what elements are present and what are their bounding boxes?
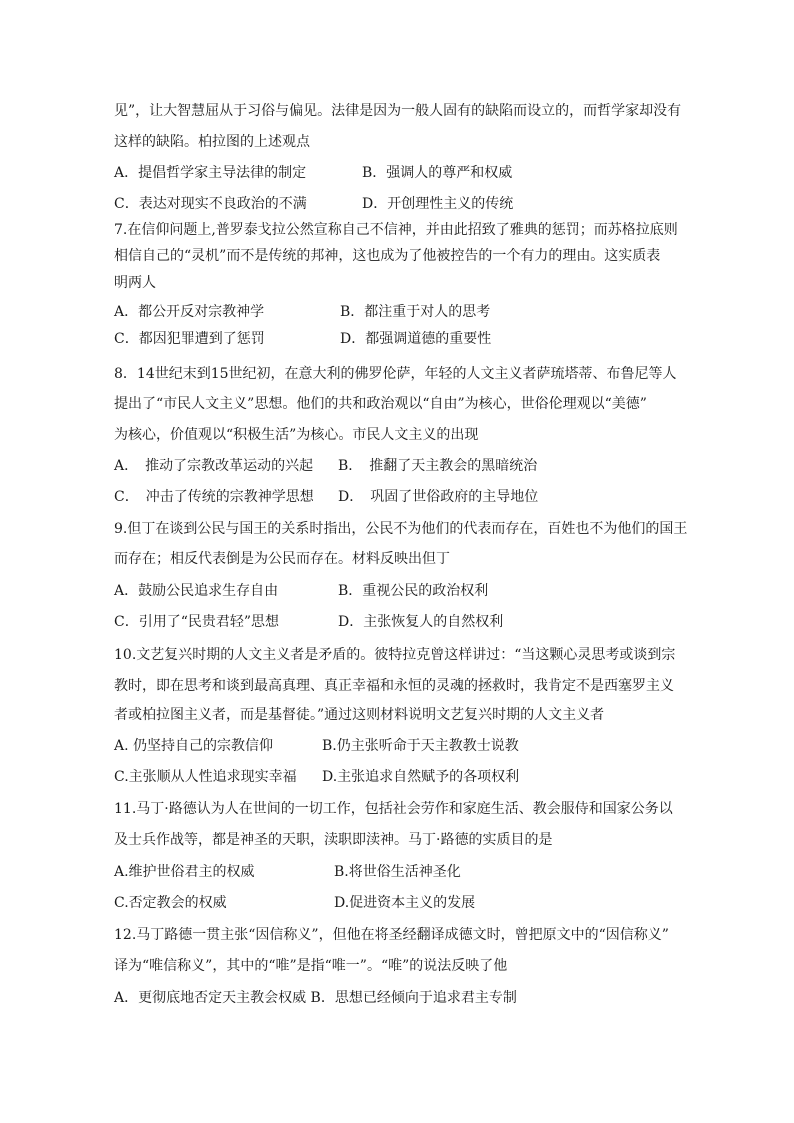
text-line: 而存在；相反代表倒是为公民而存在。材料反映出但丁 — [114, 551, 450, 567]
question-11-text: 11.马丁·路德认为人在世间的一切工作，包括社会劳作和家庭生活、教会服侍和国家公务以 — [114, 801, 673, 817]
question-12-text: 12.马丁路德一贯主张“因信称义”，但他在将圣经翻译成德文时，曾把原文中的“因信称义” — [114, 927, 669, 943]
text-line: 相信自己的“灵机”而不是传统的邦神，这也成为了他被控告的一个有力的理由。这实质表 — [114, 248, 661, 264]
option-b: B.将世俗生活神圣化 — [334, 864, 461, 880]
question-8-text: 8．14世纪末到15世纪初，在意大利的佛罗伦萨，年轻的人文主义者萨琉塔蒂、布鲁尼等人 — [114, 366, 677, 382]
option-b: B．都注重于对人的思考 — [340, 304, 491, 320]
option-d: D．主张恢复人的自然权利 — [338, 614, 504, 630]
option-c: C．都因犯罪遭到了惩罚 — [114, 331, 265, 347]
option-d: D.主张追求自然赋予的各项权利 — [322, 769, 520, 785]
option-b: B． 推翻了天主教会的黑暗统治 — [338, 458, 538, 474]
option-d: D．开创理性主义的传统 — [362, 196, 514, 212]
option-d: D.促进资本主义的发展 — [334, 895, 476, 911]
option-a: A． 推动了宗教改革运动的兴起 — [114, 458, 314, 474]
option-b: B．强调人的尊严和权威 — [362, 165, 513, 181]
text-line: 提出了“市民人文主义”思想。他们的共和政治观以“自由”为核心，世俗伦理观以“美德” — [114, 396, 647, 412]
text-line: 为核心，价值观以“积极生活”为核心。市民人文主义的出现 — [114, 427, 479, 443]
option-d: D． 巩固了世俗政府的主导地位 — [338, 489, 539, 505]
text-line: 者或柏拉图主义者，而是基督徒。”通过这则材料说明文艺复兴时期的人文主义者 — [114, 707, 605, 723]
text-line: 这样的缺陷。柏拉图的上述观点 — [114, 134, 310, 150]
option-c: C.否定教会的权威 — [114, 895, 227, 911]
text-line: 教时，即在思考和谈到最高真理、真正幸福和永恒的灵魂的拯救时，我肯定不是西塞罗主义 — [114, 678, 674, 694]
text-line: 明两人 — [114, 275, 156, 291]
option-b: B．重视公民的政治权利 — [338, 583, 489, 599]
option-ab: A．更彻底地否定天主教会权威 B．思想已经倾向于追求君主专制 — [114, 990, 517, 1006]
option-a: A. 仍坚持自己的宗教信仰 — [114, 738, 274, 754]
option-c: C.主张顺从人性追求现实幸福 — [114, 769, 297, 785]
option-c: C．引用了“民贵君轻”思想 — [114, 614, 280, 630]
option-c: C． 冲击了传统的宗教神学思想 — [114, 489, 314, 505]
option-b: B.仍主张听命于天主教教士说教 — [322, 738, 519, 754]
text-line: 译为“唯信称义”，其中的“唯”是指“唯一”。“唯”的说法反映了他 — [114, 958, 508, 974]
question-9-text: 9.但丁在谈到公民与国王的关系时指出，公民不为他们的代表而存在，百姓也不为他们的国王 — [114, 521, 688, 537]
option-d: D．都强调道德的重要性 — [340, 331, 492, 347]
text-line: 及士兵作战等，都是神圣的天职，渎职即渎神。马丁·路德的实质目的是 — [114, 832, 553, 848]
option-a: A.维护世俗君主的权威 — [114, 864, 255, 880]
text-line: 见”，让大智慧屈从于习俗与偏见。法律是因为一般人固有的缺陷而设立的，而哲学家却没有 — [114, 103, 682, 119]
question-7-text: 7.在信仰问题上,普罗泰戈拉公然宣称自己不信神，并由此招致了雅典的惩罚；而苏格拉底则 — [114, 222, 678, 238]
option-a: A．鼓励公民追求生存自由 — [114, 583, 279, 599]
option-c: C．表达对现实不良政治的不满 — [114, 196, 307, 212]
option-a: A．提倡哲学家主导法律的制定 — [114, 165, 307, 181]
question-10-text: 10.文艺复兴时期的人文主义者是矛盾的。彼特拉克曾这样讲过：“当这颗心灵思考或谈到宗 — [114, 647, 676, 663]
option-a: A．都公开反对宗教神学 — [114, 304, 265, 320]
